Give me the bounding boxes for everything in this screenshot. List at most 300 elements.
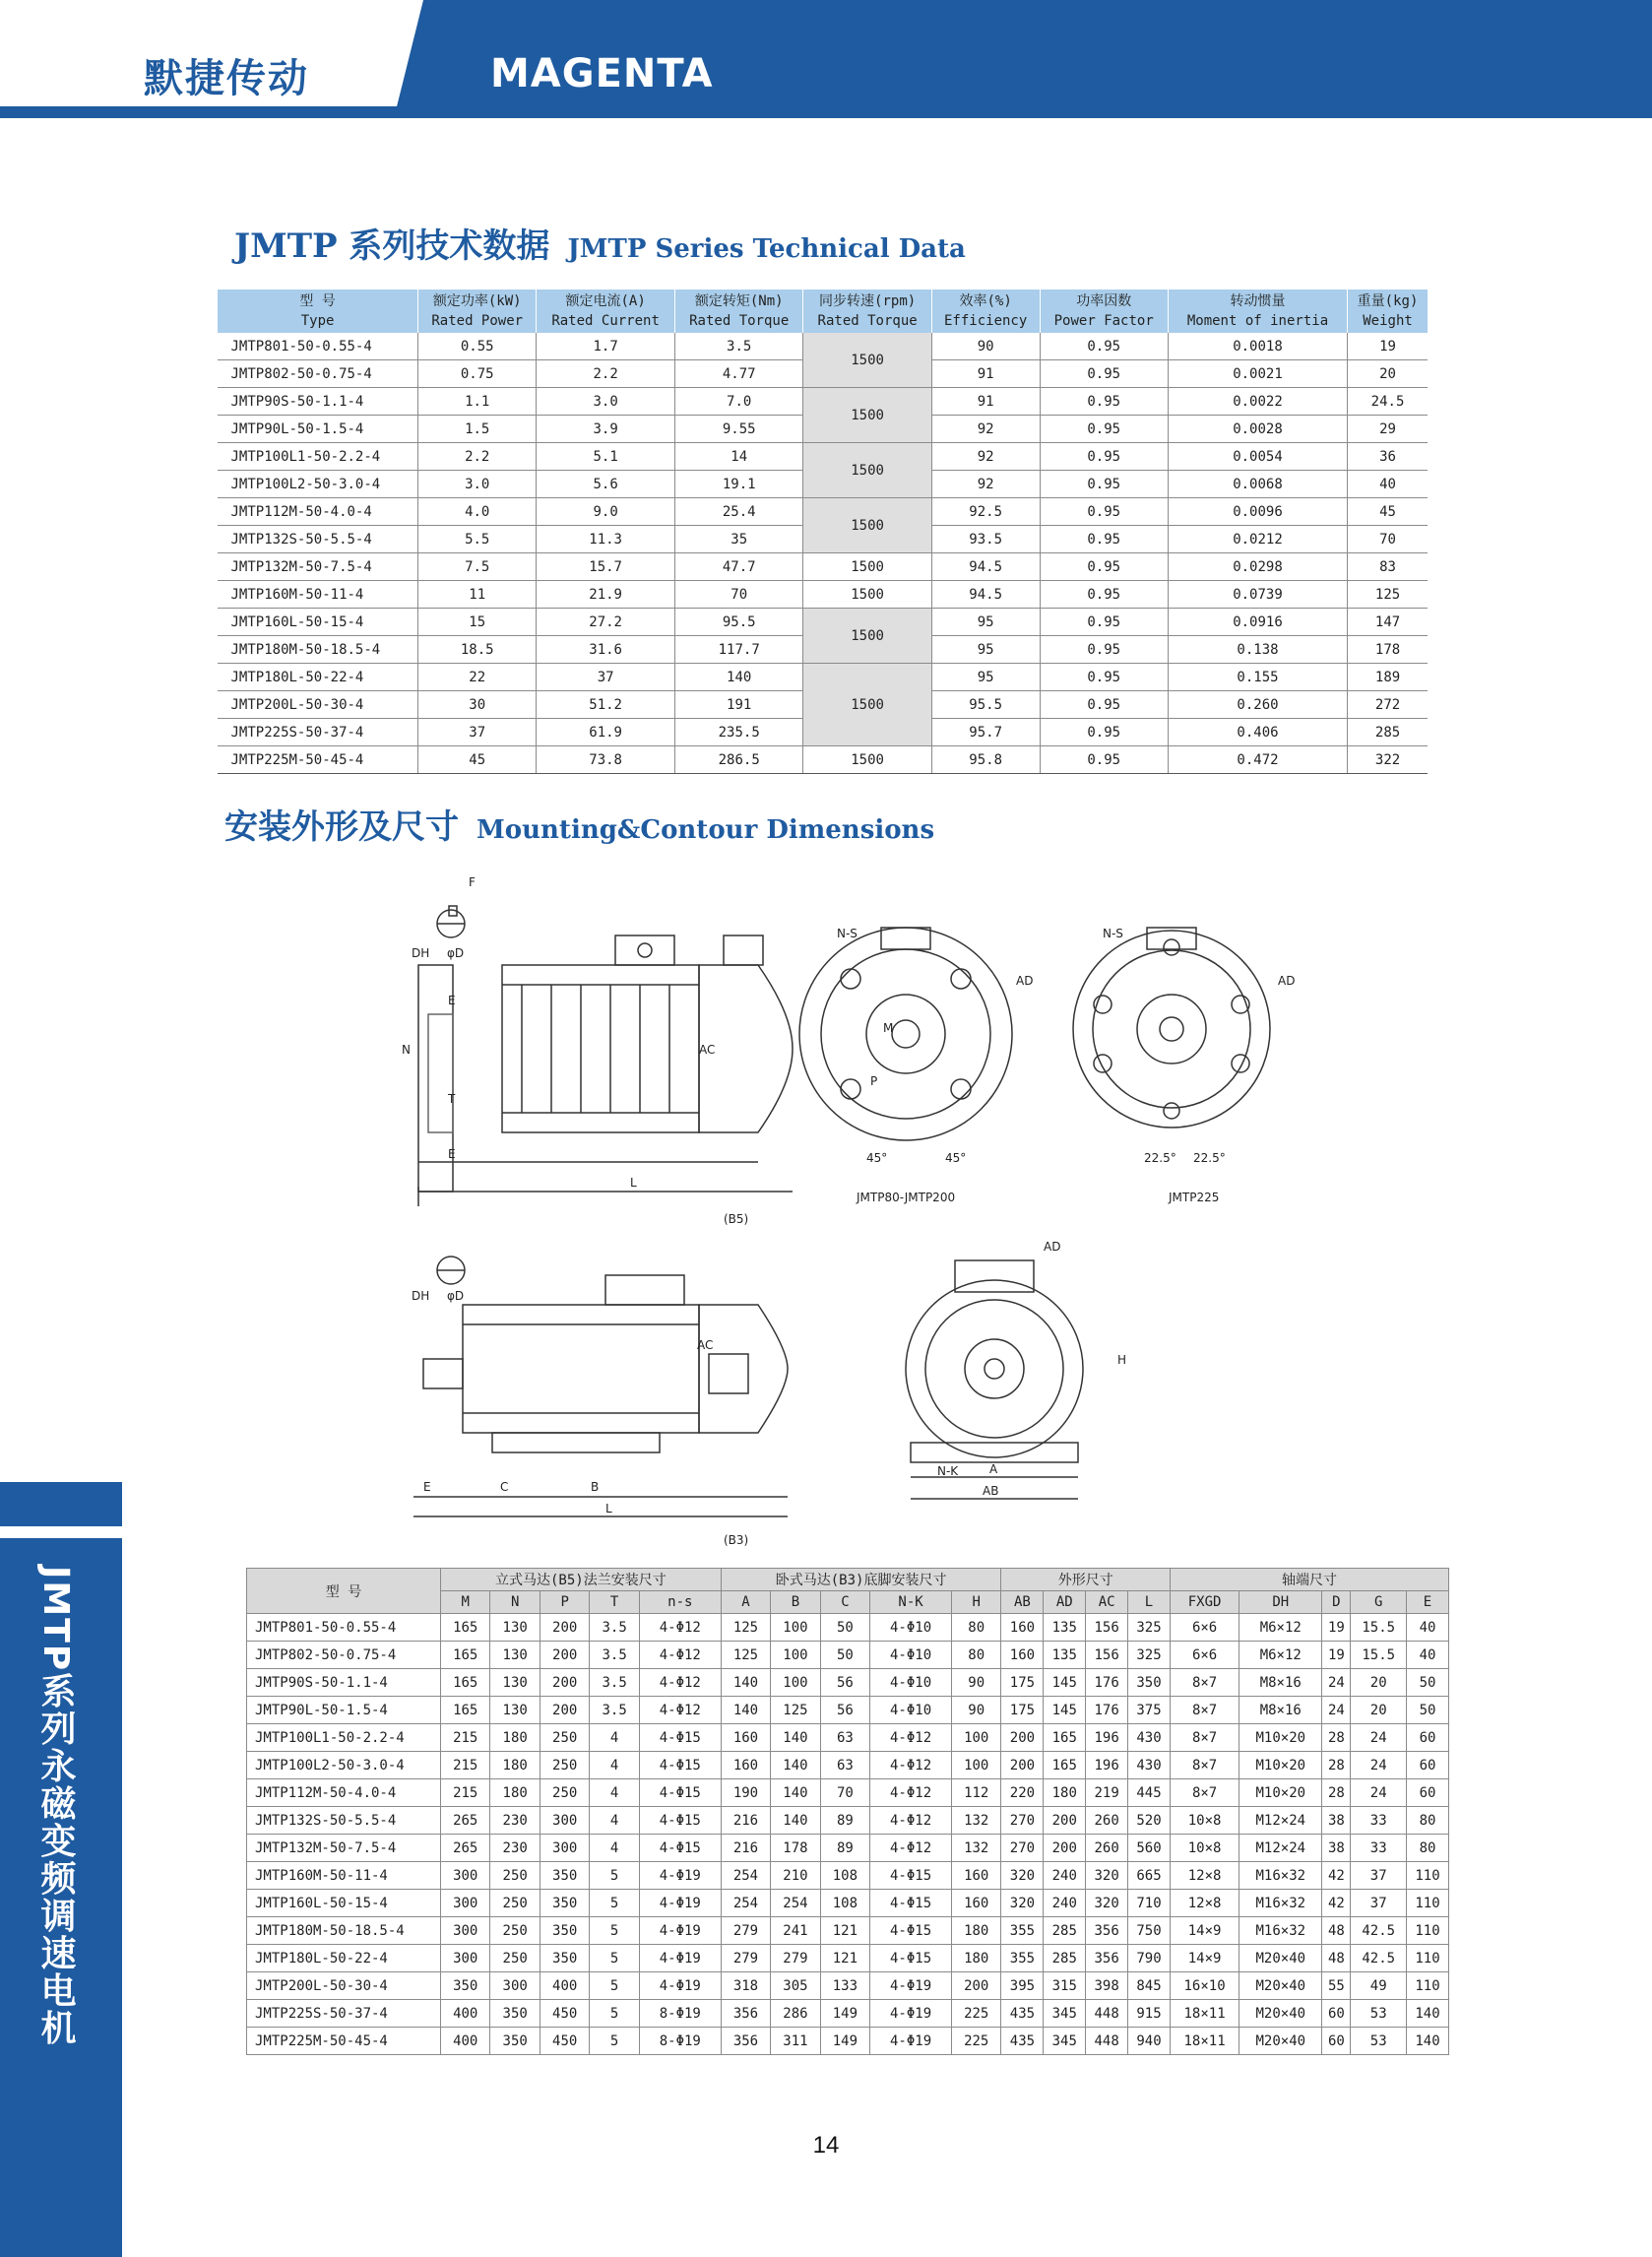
cell-value: 12×8: [1170, 1890, 1239, 1917]
cell-value: 270: [1001, 1807, 1044, 1835]
cell-value: 90: [951, 1697, 1001, 1724]
cell-value: 240: [1044, 1890, 1086, 1917]
cell-value: M20×40: [1239, 1972, 1322, 2000]
label-angle-22-right: 22.5°: [1193, 1151, 1226, 1165]
cell-value: 320: [1001, 1890, 1044, 1917]
cell-value: 215: [441, 1752, 490, 1779]
cell-current: 15.7: [537, 553, 675, 581]
cell-value: 24: [1351, 1724, 1407, 1752]
table-row: [247, 1862, 1449, 1890]
cell-type: JMTP160L-50-15-4: [218, 609, 418, 636]
cell-value: 15.5: [1351, 1614, 1407, 1642]
table-row: [247, 1890, 1449, 1917]
cell-value: 16×10: [1170, 1972, 1239, 2000]
header-model: 型 号: [247, 1569, 441, 1614]
table-row: [247, 2028, 1449, 2055]
cell-value: 56: [820, 1697, 869, 1724]
cell-torque: 70: [675, 581, 803, 609]
label-ad-b3: AD: [1044, 1240, 1061, 1254]
cell-value: 4-Φ15: [870, 1945, 952, 1972]
cell-torque: 35: [675, 526, 803, 553]
cell-value: 4-Φ12: [639, 1614, 721, 1642]
cell-value: M12×24: [1239, 1835, 1322, 1862]
cell-inertia: 0.0054: [1168, 443, 1347, 471]
cell-sync-speed: 1500: [803, 443, 931, 498]
cell-value: 130: [490, 1669, 540, 1697]
label-a-b3: A: [989, 1462, 998, 1476]
cell-type: JMTP801-50-0.55-4: [218, 333, 418, 360]
table-header-cell: [1040, 290, 1168, 333]
cell-value: 350: [540, 1862, 589, 1890]
cell-efficiency: 95: [931, 609, 1040, 636]
table-row: [218, 664, 1429, 691]
cell-value: 156: [1086, 1614, 1128, 1642]
cell-weight: 272: [1348, 691, 1428, 719]
cell-power-factor: 0.95: [1040, 498, 1168, 526]
cell-value: 4-Φ15: [639, 1724, 721, 1752]
cell-value: 345: [1044, 2028, 1086, 2055]
cell-value: 24: [1322, 1669, 1351, 1697]
cell-value: 200: [1001, 1724, 1044, 1752]
cell-value: 285: [1044, 1945, 1086, 1972]
cell-current: 27.2: [537, 609, 675, 636]
table-row: [247, 1614, 1449, 1642]
cell-value: 19: [1322, 1614, 1351, 1642]
cell-value: 279: [721, 1917, 770, 1945]
cell-value: 10×8: [1170, 1835, 1239, 1862]
cell-type: JMTP90S-50-1.1-4: [218, 388, 418, 416]
cell-value: 350: [441, 1972, 490, 2000]
cell-value: 4-Φ12: [639, 1669, 721, 1697]
cell-inertia: 0.0096: [1168, 498, 1347, 526]
header-shaft: 轴端尺寸: [1170, 1569, 1448, 1591]
table-row: [218, 498, 1429, 526]
header-b5: 立式马达(B5)法兰安装尺寸: [441, 1569, 722, 1591]
cell-power: 18.5: [418, 636, 537, 664]
cell-value: 10×8: [1170, 1807, 1239, 1835]
header-label-cn: 型 号: [299, 293, 336, 309]
cell-value: M10×20: [1239, 1752, 1322, 1779]
cell-value: 356: [1086, 1945, 1128, 1972]
cell-value: 4: [590, 1779, 639, 1807]
cell-weight: 20: [1348, 360, 1428, 388]
cell-current: 5.1: [537, 443, 675, 471]
cell-value: 4-Φ19: [870, 1972, 952, 2000]
cell-value: 250: [540, 1779, 589, 1807]
cell-value: M6×12: [1239, 1614, 1322, 1642]
cell-value: 100: [771, 1614, 820, 1642]
cell-value: 24: [1351, 1752, 1407, 1779]
table-row: [218, 388, 1429, 416]
table-row: [218, 746, 1429, 774]
header-label-en: Power Factor: [1053, 313, 1154, 329]
cell-value: 15.5: [1351, 1642, 1407, 1669]
cell-value: 50: [820, 1614, 869, 1642]
cell-torque: 4.77: [675, 360, 803, 388]
cell-value: 4-Φ12: [870, 1752, 952, 1779]
cell-value: M16×32: [1239, 1890, 1322, 1917]
cell-efficiency: 95: [931, 636, 1040, 664]
cell-current: 3.0: [537, 388, 675, 416]
cell-value: 50: [1407, 1697, 1449, 1724]
cell-value: 4-Φ19: [870, 2028, 952, 2055]
cell-value: 180: [951, 1945, 1001, 1972]
label-phi-d-b3: φD: [447, 1289, 465, 1303]
cell-value: 4-Φ10: [870, 1614, 952, 1642]
cell-value: 14×9: [1170, 1917, 1239, 1945]
cell-value: 130: [490, 1642, 540, 1669]
cell-value: M20×40: [1239, 2028, 1322, 2055]
label-ab-b3: AB: [983, 1484, 999, 1498]
cell-weight: 83: [1348, 553, 1428, 581]
cell-sync-speed: 1500: [803, 333, 931, 388]
cell-value: 89: [820, 1807, 869, 1835]
cell-value: 350: [1128, 1669, 1171, 1697]
cell-value: 165: [441, 1642, 490, 1669]
cell-efficiency: 94.5: [931, 581, 1040, 609]
cell-value: M12×24: [1239, 1807, 1322, 1835]
cell-value: 145: [1044, 1697, 1086, 1724]
cell-value: 300: [441, 1945, 490, 1972]
cell-value: 70: [820, 1779, 869, 1807]
cell-value: 145: [1044, 1669, 1086, 1697]
column-header: AC: [1086, 1591, 1128, 1614]
cell-value: 6×6: [1170, 1614, 1239, 1642]
cell-value: 790: [1128, 1945, 1171, 1972]
column-header: N: [490, 1591, 540, 1614]
cell-value: 28: [1322, 1752, 1351, 1779]
cell-torque: 191: [675, 691, 803, 719]
cell-sync-speed: 1500: [803, 498, 931, 553]
label-e-b3: E: [423, 1480, 431, 1494]
cell-value: 180: [490, 1779, 540, 1807]
cell-weight: 45: [1348, 498, 1428, 526]
cell-value: 165: [1044, 1752, 1086, 1779]
cell-value: 33: [1351, 1807, 1407, 1835]
cell-value: 175: [1001, 1669, 1044, 1697]
table-row: [247, 1835, 1449, 1862]
cell-value: 215: [441, 1779, 490, 1807]
cell-type: JMTP180L-50-22-4: [247, 1945, 441, 1972]
cell-power-factor: 0.95: [1040, 746, 1168, 774]
header-label-en: Rated Power: [431, 313, 524, 329]
cell-value: 149: [820, 2000, 869, 2028]
cell-value: 200: [1044, 1807, 1086, 1835]
cell-value: 5: [590, 2000, 639, 2028]
dimension-table: [246, 1568, 1449, 2055]
cell-torque: 14: [675, 443, 803, 471]
cell-sync-speed: 1500: [803, 581, 931, 609]
cell-value: 4-Φ19: [639, 1945, 721, 1972]
cell-sync-speed: 1500: [803, 664, 931, 746]
cell-value: 216: [721, 1807, 770, 1835]
cell-value: 4-Φ19: [639, 1890, 721, 1917]
table-header-cell: [1348, 290, 1428, 333]
brand-logo: MAGENTA: [490, 51, 714, 97]
cell-value: 130: [490, 1697, 540, 1724]
cell-value: 220: [1001, 1779, 1044, 1807]
cell-value: 48: [1322, 1945, 1351, 1972]
cell-type: JMTP112M-50-4.0-4: [247, 1779, 441, 1807]
cell-value: 80: [1407, 1835, 1449, 1862]
cell-value: 125: [721, 1614, 770, 1642]
cell-value: 165: [1044, 1724, 1086, 1752]
cell-value: 42.5: [1351, 1917, 1407, 1945]
cell-value: 4-Φ15: [639, 1752, 721, 1779]
label-c-b3: C: [500, 1480, 509, 1494]
cell-value: 160: [721, 1724, 770, 1752]
cell-value: 121: [820, 1945, 869, 1972]
cell-type: JMTP180M-50-18.5-4: [218, 636, 418, 664]
cell-value: 350: [490, 2028, 540, 2055]
cell-power: 15: [418, 609, 537, 636]
cell-current: 51.2: [537, 691, 675, 719]
cell-weight: 40: [1348, 471, 1428, 498]
cell-value: 3.5: [590, 1669, 639, 1697]
cell-power-factor: 0.95: [1040, 636, 1168, 664]
cell-value: 8×7: [1170, 1724, 1239, 1752]
cell-value: 4-Φ12: [870, 1807, 952, 1835]
table-row: [247, 1972, 1449, 2000]
cell-value: 28: [1322, 1724, 1351, 1752]
header-label-cn: 功率因数: [1076, 293, 1132, 309]
header-label-cn: 额定转矩(Nm): [694, 293, 784, 309]
cell-value: 200: [540, 1669, 589, 1697]
table-row: [218, 581, 1429, 609]
cell-current: 61.9: [537, 719, 675, 746]
cell-value: 345: [1044, 2000, 1086, 2028]
cell-value: 100: [771, 1642, 820, 1669]
cell-type: JMTP801-50-0.55-4: [247, 1614, 441, 1642]
cell-power-factor: 0.95: [1040, 443, 1168, 471]
cell-type: JMTP90S-50-1.1-4: [247, 1669, 441, 1697]
cell-value: M10×20: [1239, 1724, 1322, 1752]
cell-value: 355: [1001, 1917, 1044, 1945]
cell-value: 140: [771, 1807, 820, 1835]
cell-type: JMTP180L-50-22-4: [218, 664, 418, 691]
cell-current: 31.6: [537, 636, 675, 664]
cell-value: 165: [441, 1614, 490, 1642]
cell-value: 60: [1322, 2028, 1351, 2055]
cell-value: 4-Φ19: [870, 2000, 952, 2028]
cell-value: 24: [1322, 1697, 1351, 1724]
cell-efficiency: 95.8: [931, 746, 1040, 774]
cell-weight: 178: [1348, 636, 1428, 664]
header-label-en: Type: [300, 313, 335, 329]
cell-weight: 125: [1348, 581, 1428, 609]
cell-value: 318: [721, 1972, 770, 2000]
cell-value: 37: [1351, 1890, 1407, 1917]
cell-weight: 147: [1348, 609, 1428, 636]
cell-value: 4-Φ12: [639, 1642, 721, 1669]
cell-value: 320: [1086, 1890, 1128, 1917]
cell-type: JMTP90L-50-1.5-4: [218, 416, 418, 443]
brand-name-cn: 默捷传动: [144, 56, 309, 101]
cell-torque: 7.0: [675, 388, 803, 416]
cell-value: 398: [1086, 1972, 1128, 2000]
cell-power: 3.0: [418, 471, 537, 498]
cell-value: 110: [1407, 1917, 1449, 1945]
cell-value: 80: [951, 1614, 1001, 1642]
table-row: [247, 1724, 1449, 1752]
cell-type: JMTP200L-50-30-4: [247, 1972, 441, 2000]
cell-value: 260: [1086, 1807, 1128, 1835]
column-header: E: [1407, 1591, 1449, 1614]
header-label-cn: 转动惯量: [1230, 293, 1286, 309]
cell-type: JMTP132M-50-7.5-4: [218, 553, 418, 581]
column-header: n-s: [639, 1591, 721, 1614]
cell-type: JMTP90L-50-1.5-4: [247, 1697, 441, 1724]
label-ad-225: AD: [1278, 974, 1296, 988]
column-header: FXGD: [1170, 1591, 1239, 1614]
label-ns-225: N-S: [1103, 927, 1123, 940]
cell-value: 520: [1128, 1807, 1171, 1835]
cell-value: 4: [590, 1835, 639, 1862]
cell-value: 250: [540, 1724, 589, 1752]
label-ac-b3: AC: [697, 1338, 714, 1352]
side-band-top: [0, 1482, 122, 1526]
cell-power-factor: 0.95: [1040, 416, 1168, 443]
cell-value: 4-Φ10: [870, 1697, 952, 1724]
cell-value: 156: [1086, 1642, 1128, 1669]
cell-weight: 322: [1348, 746, 1428, 774]
cell-value: 56: [820, 1669, 869, 1697]
header-label-en: Rated Torque: [689, 313, 790, 329]
cell-type: JMTP160M-50-11-4: [218, 581, 418, 609]
cell-value: 42: [1322, 1890, 1351, 1917]
cell-value: 225: [951, 2028, 1001, 2055]
cell-value: 19: [1322, 1642, 1351, 1669]
b3-mounting-drawing: [394, 1231, 1181, 1556]
cell-efficiency: 92: [931, 443, 1040, 471]
cell-power: 1.1: [418, 388, 537, 416]
cell-value: 320: [1001, 1862, 1044, 1890]
label-nk-b3: N-K: [937, 1464, 959, 1478]
label-l-b3: L: [605, 1502, 612, 1515]
cell-value: 4-Φ19: [639, 1917, 721, 1945]
cell-value: 20: [1351, 1669, 1407, 1697]
label-ad: AD: [1016, 974, 1034, 988]
cell-value: 279: [771, 1945, 820, 1972]
table-header-cell: [931, 290, 1040, 333]
cell-power: 37: [418, 719, 537, 746]
label-e-bottom: E: [448, 1147, 456, 1161]
label-l: L: [630, 1176, 637, 1190]
cell-value: 176: [1086, 1669, 1128, 1697]
cell-value: 110: [1407, 1972, 1449, 2000]
cell-value: 110: [1407, 1862, 1449, 1890]
cell-power-factor: 0.95: [1040, 333, 1168, 360]
table-row: [247, 1669, 1449, 1697]
cell-value: 300: [441, 1890, 490, 1917]
cell-value: 140: [771, 1752, 820, 1779]
cell-torque: 47.7: [675, 553, 803, 581]
table-row: [247, 1779, 1449, 1807]
cell-value: 8×7: [1170, 1752, 1239, 1779]
cell-value: 3.5: [590, 1697, 639, 1724]
cell-torque: 117.7: [675, 636, 803, 664]
cell-inertia: 0.155: [1168, 664, 1347, 691]
cell-value: 665: [1128, 1862, 1171, 1890]
cell-value: 132: [951, 1835, 1001, 1862]
cell-current: 1.7: [537, 333, 675, 360]
cell-efficiency: 91: [931, 388, 1040, 416]
cell-value: 4-Φ15: [639, 1807, 721, 1835]
page-header: [0, 0, 1652, 118]
table-row: [247, 1752, 1449, 1779]
table-row: [218, 609, 1429, 636]
cell-value: 14×9: [1170, 1945, 1239, 1972]
cell-sync-speed: 1500: [803, 746, 931, 774]
cell-value: 200: [1001, 1752, 1044, 1779]
table-row: [218, 553, 1429, 581]
cell-value: 300: [540, 1807, 589, 1835]
cell-value: 4: [590, 1724, 639, 1752]
cell-value: 3.5: [590, 1614, 639, 1642]
cell-efficiency: 92: [931, 471, 1040, 498]
section-title-en: Mounting&Contour Dimensions: [477, 815, 935, 845]
cell-value: 20: [1351, 1697, 1407, 1724]
label-b-b3: B: [591, 1480, 600, 1494]
cell-torque: 95.5: [675, 609, 803, 636]
b5-mounting-drawing: [394, 867, 1300, 1241]
cell-inertia: 0.138: [1168, 636, 1347, 664]
label-phi-d: φD: [447, 946, 465, 960]
cell-value: 135: [1044, 1642, 1086, 1669]
cell-inertia: 0.0018: [1168, 333, 1347, 360]
column-header: M: [441, 1591, 490, 1614]
table-row: [247, 2000, 1449, 2028]
cell-value: 400: [441, 2000, 490, 2028]
cell-value: M10×20: [1239, 1779, 1322, 1807]
cell-weight: 24.5: [1348, 388, 1428, 416]
cell-type: JMTP100L1-50-2.2-4: [218, 443, 418, 471]
cell-value: 110: [1407, 1890, 1449, 1917]
label-ac: AC: [699, 1043, 716, 1057]
cell-value: 285: [1044, 1917, 1086, 1945]
cell-value: 4-Φ10: [870, 1642, 952, 1669]
cell-value: 132: [951, 1807, 1001, 1835]
cell-value: 260: [1086, 1835, 1128, 1862]
caption-b3: (B3): [724, 1533, 749, 1547]
cell-value: 180: [1044, 1779, 1086, 1807]
cell-current: 3.9: [537, 416, 675, 443]
cell-weight: 19: [1348, 333, 1428, 360]
label-dh: DH: [412, 946, 430, 960]
cell-power-factor: 0.95: [1040, 581, 1168, 609]
page-number: 14: [812, 2132, 840, 2159]
cell-inertia: 0.0298: [1168, 553, 1347, 581]
column-header: D: [1322, 1591, 1351, 1614]
cell-value: 140: [771, 1724, 820, 1752]
cell-value: 18×11: [1170, 2028, 1239, 2055]
cell-value: M6×12: [1239, 1642, 1322, 1669]
cell-type: JMTP802-50-0.75-4: [247, 1642, 441, 1669]
cell-value: 845: [1128, 1972, 1171, 2000]
table-row: [247, 1945, 1449, 1972]
cell-value: 710: [1128, 1890, 1171, 1917]
cell-value: 4-Φ12: [639, 1697, 721, 1724]
cell-value: 24: [1351, 1779, 1407, 1807]
cell-value: 140: [1407, 2000, 1449, 2028]
label-n: N: [402, 1043, 411, 1057]
table-header-cell: [537, 290, 675, 333]
cell-power-factor: 0.95: [1040, 719, 1168, 746]
cell-value: 42.5: [1351, 1945, 1407, 1972]
cell-power: 22: [418, 664, 537, 691]
column-header: H: [951, 1591, 1001, 1614]
cell-power: 30: [418, 691, 537, 719]
